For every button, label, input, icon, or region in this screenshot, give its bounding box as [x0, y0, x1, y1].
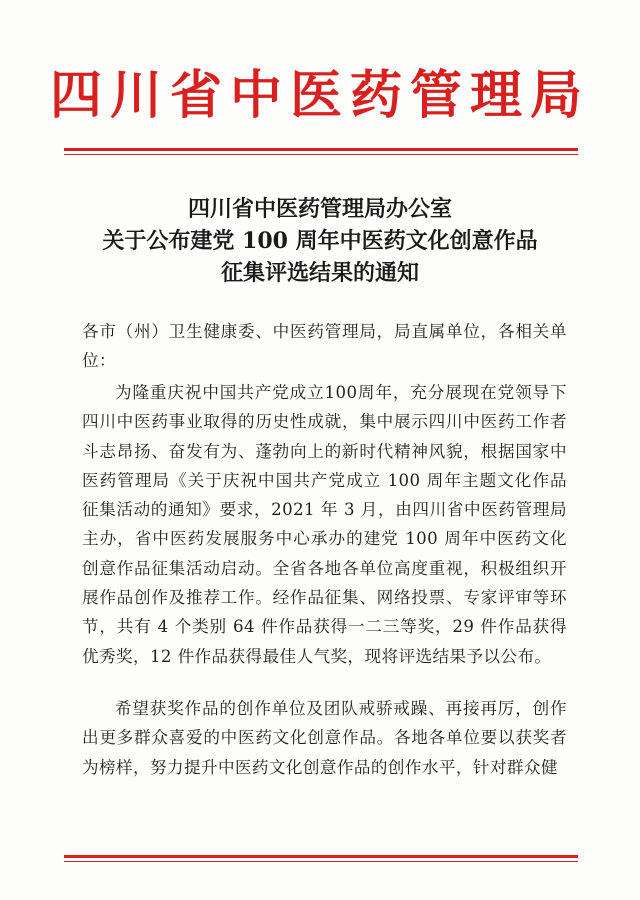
letterhead-divider-thick [64, 148, 578, 151]
salutation: 各市（州）卫生健康委、中医药管理局，局直属单位，各相关单位： [82, 322, 567, 371]
body-paragraph-1: 为隆重庆祝中国共产党成立100周年，充分展现在党领导下四川中医药事业取得的历史性成就，集中展示四川中医药工作者斗志昂扬、奋发有为、蓬勃向上的新时代精神风貌，根据国家中医药管理局《关于庆祝中国共产党成立 100 周年主题文化作品征集活动的通知》要求，2021 年 3 月，由四川省中医药管理局主办，省中医药发展服务中心承办的建党 100 周年中医药文化创意作品征集活动启动。全省各地各单位高度重视，积极组织开展作品创作及推荐工作。经作品征集、网络投票、专家评审等环节，共有 4 个类别 64 件作品获得一二三等奖，29 件作品获得优秀奖，12 件作品获得最佳人气奖，现将评选结果予以公布。 [82, 383, 567, 666]
footer-divider-thick [64, 855, 578, 858]
notice-title-line-1: 四川省中医药管理局办公室 [187, 196, 452, 222]
letterhead-org-name: 四川省中医药管理局 [49, 66, 590, 126]
footer-divider-thin [64, 861, 578, 862]
notice-title-line-3: 征集评选结果的通知 [220, 260, 419, 286]
notice-title-line-2: 关于公布建党 100 周年中医药文化创意作品 [102, 228, 538, 254]
letterhead-divider-thin [64, 154, 578, 155]
body-paragraph-2: 希望获奖作品的创作单位及团队戒骄戒躁、再接再厉，创作出更多群众喜爱的中医药文化创意作品。各地各单位要以获奖者为榜样，努力提升中医药文化创意作品的创作水平，针对群众健 [82, 699, 567, 777]
